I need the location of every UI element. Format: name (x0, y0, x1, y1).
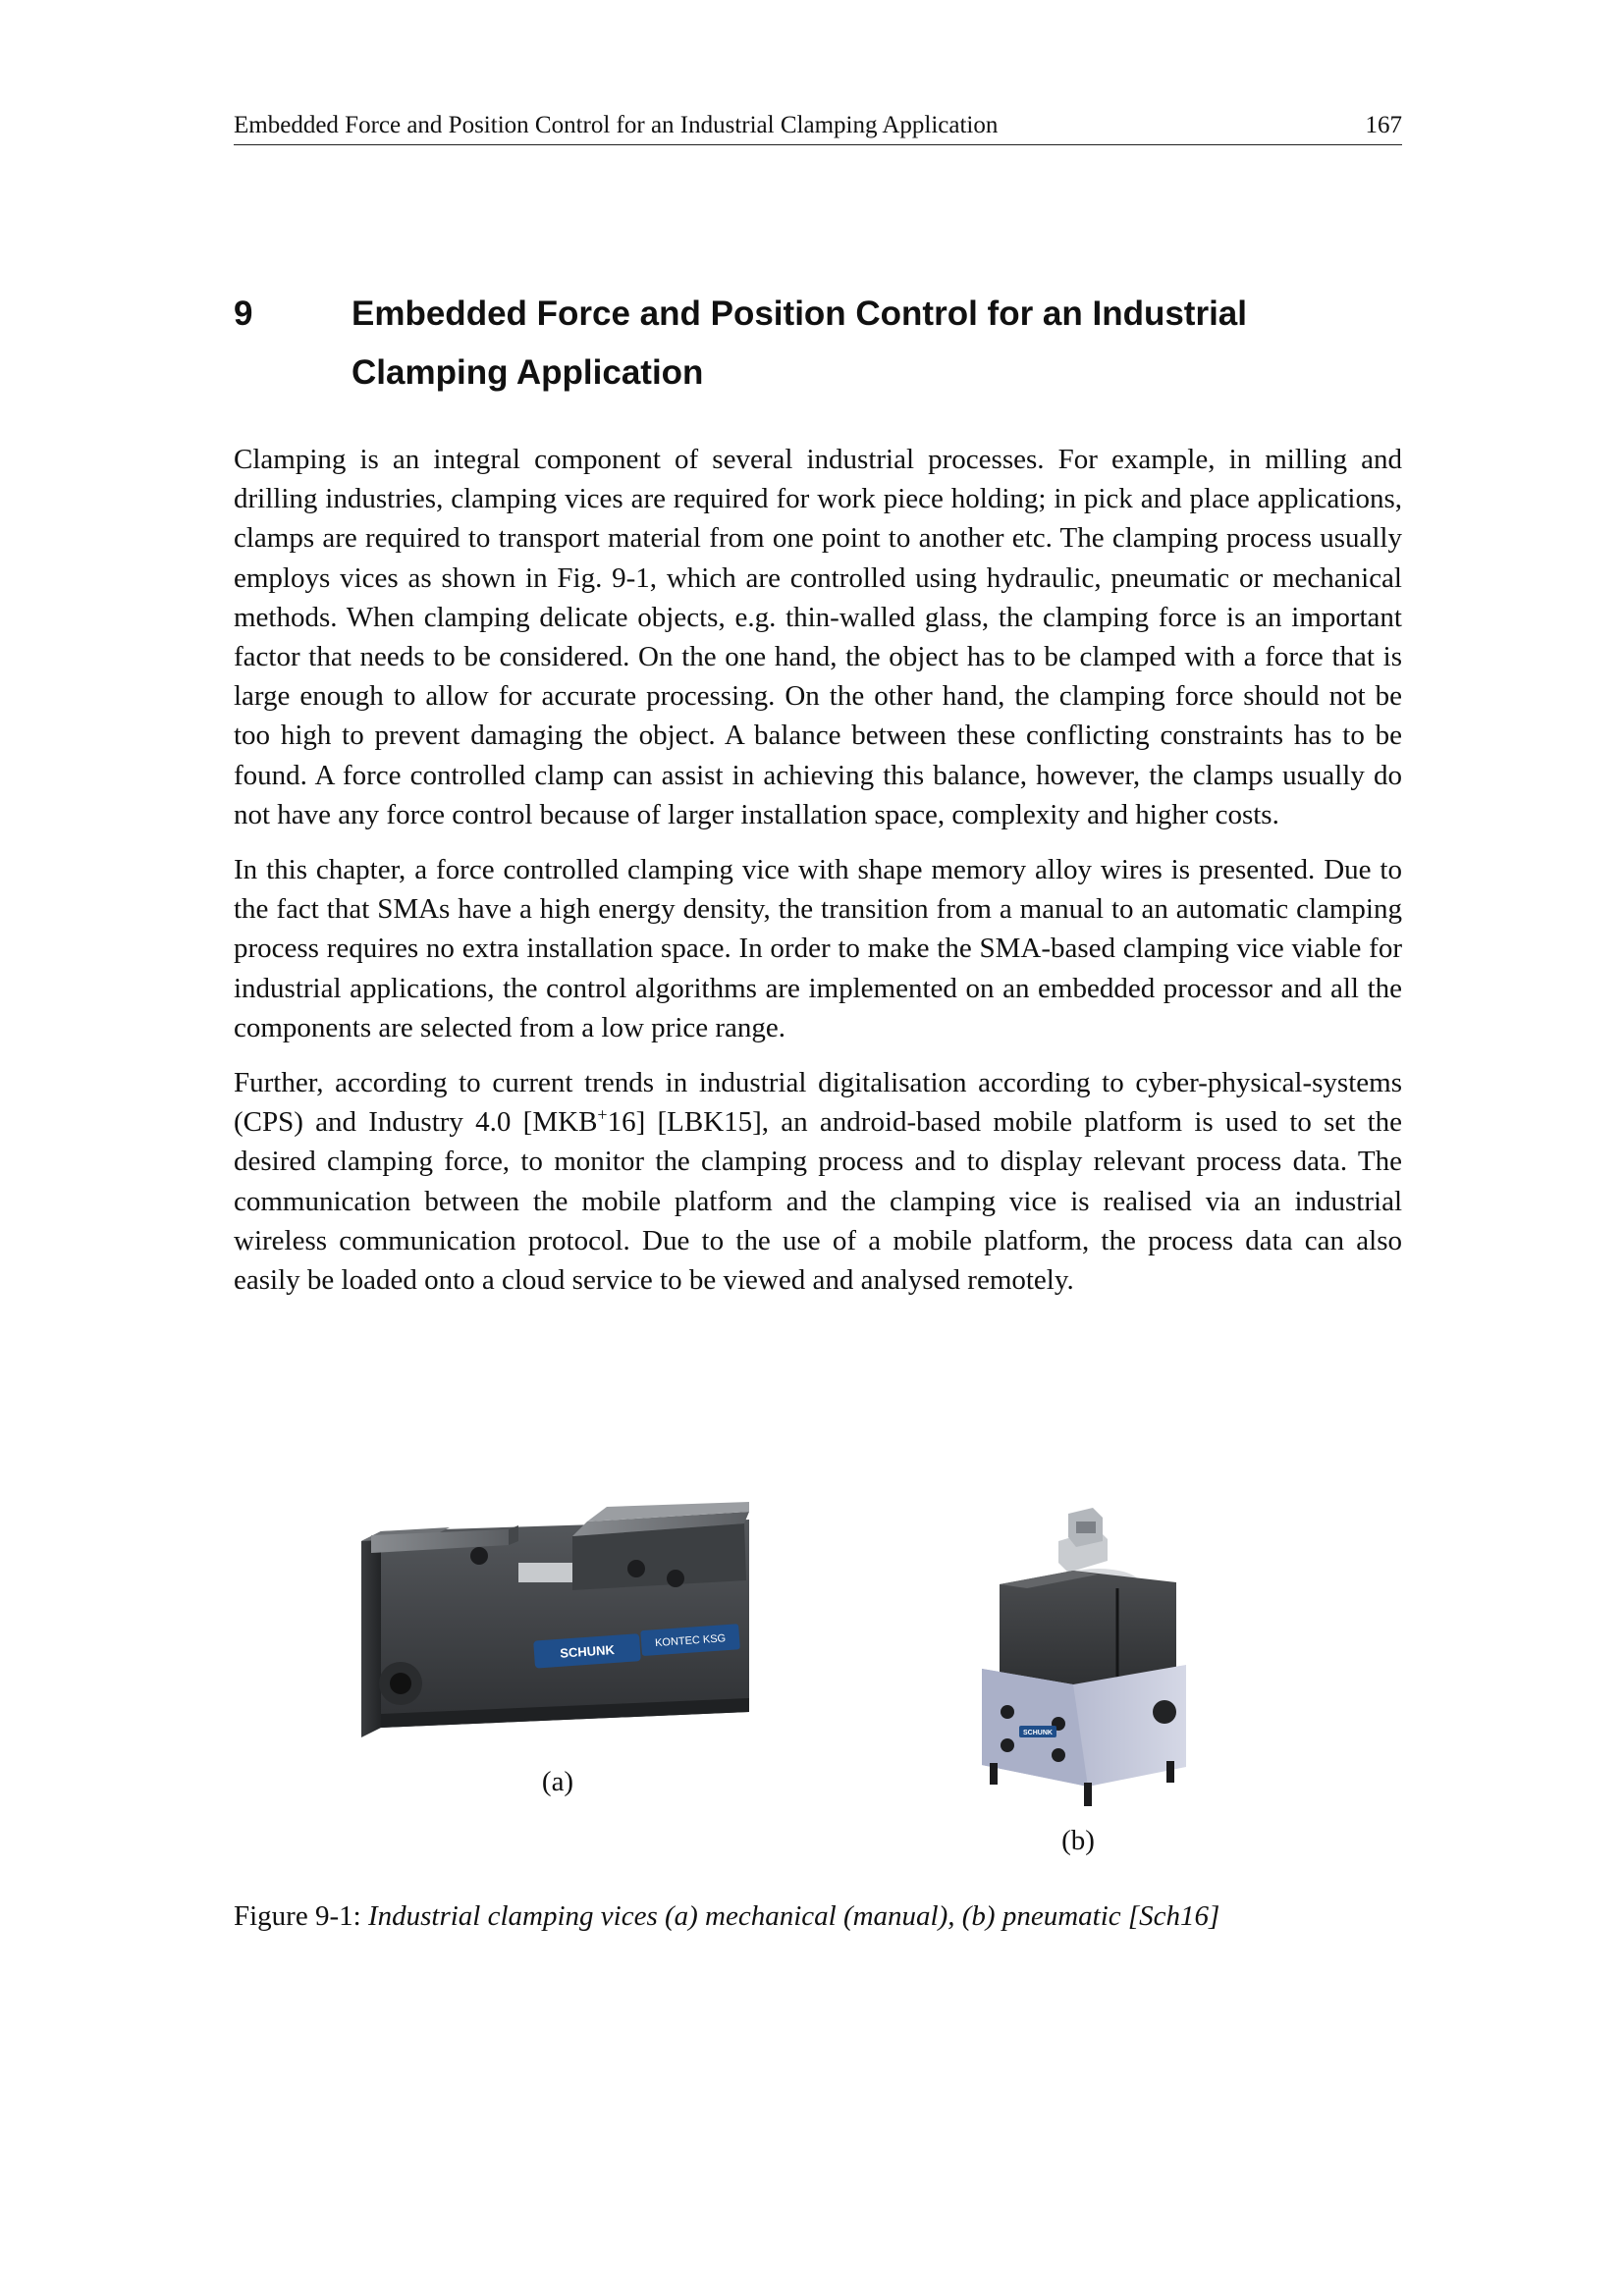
running-header (234, 110, 1402, 145)
mechanical-vice-image (361, 1502, 754, 1757)
chapter-number: 9 (234, 294, 253, 333)
paragraph-3-part-1: Further, according to current trends in industrial digitalisation according to cyber-physical-systems (CPS) and Industry 4.0 [MKB (234, 1067, 1402, 1139)
subfigure-a-label: (a) (541, 1766, 574, 1797)
figure-9-1 (234, 1502, 1402, 1934)
page-number: 167 (1365, 112, 1402, 138)
subfigure-a (361, 1502, 754, 1798)
chapter-title-line-2: Clamping Application (352, 353, 704, 392)
subfigure-b-label: (b) (1061, 1825, 1095, 1856)
caption-prefix: Figure 9-1: (234, 1900, 368, 1932)
chapter-title (352, 285, 1402, 402)
page (234, 0, 1402, 2296)
figure-caption (234, 1898, 1402, 1934)
chapter-title-line-1: Embedded Force and Position Control for an Industrial (352, 294, 1247, 333)
paragraph-1: Clamping is an integral component of several industrial processes. For example, in milling and drilling industries, clamping vices are required for work piece holding; in pick and place applications, clamps are required to transport material from one point to another etc. The clamping process usually employs vices as shown in Fig. 9-1, which are controlled using hydraulic, pneumatic or mechanical methods. When clamping delicate objects, e.g. thin-walled glass, the clamping force is an important factor that needs to be considered. On the one hand, the object has to be clamped with a force that is large enough to allow for accurate processing. On the other hand, the clamping force should not be too high to prevent damaging the object. A balance between these conflicting constraints has to be found. A force controlled clamp can assist in achieving this balance, however, the clamps usually do not have any force control because of larger installation space, complexity and higher costs. (234, 444, 1402, 830)
subfigure-b (970, 1502, 1186, 1857)
schunk-logo-a: SCHUNK (559, 1641, 616, 1661)
pneumatic-vice-image (970, 1502, 1186, 1816)
paragraph-2: In this chapter, a force controlled clamping vice with shape memory alloy wires is presented. Due to the fact that SMAs have a high energy density, the transition from a manual to an automatic clamping process requires no extra installation space. In order to make the SMA-based clamping vice viable for industrial applications, the control algorithms are implemented on an embedded processor and all the components are selected from a low price range. (234, 854, 1402, 1043)
citation-superscript: + (597, 1104, 608, 1125)
caption-text: Industrial clamping vices (a) mechanical (manual), (b) pneumatic [Sch16] (367, 1900, 1220, 1932)
schunk-logo-b: SCHUNK (1023, 1730, 1053, 1736)
running-title: Embedded Force and Position Control for an Industrial Clamping Application (234, 112, 999, 138)
body-text (234, 440, 1402, 1315)
paragraph-3-part-2: 16] [LBK15], an android-based mobile platform is used to set the desired clamping force, to monitor the clamping process and to display relevant process data. The communication between the mobile platform and the clamping vice is realised via an industrial wireless communication protocol. Due to the use of a mobile platform, the process data can also easily be loaded onto a cloud service to be viewed and analysed remotely. (234, 1106, 1403, 1297)
kontec-product-label: KONTEC KSG (654, 1632, 727, 1650)
paragraph-3 (234, 1063, 1402, 1300)
